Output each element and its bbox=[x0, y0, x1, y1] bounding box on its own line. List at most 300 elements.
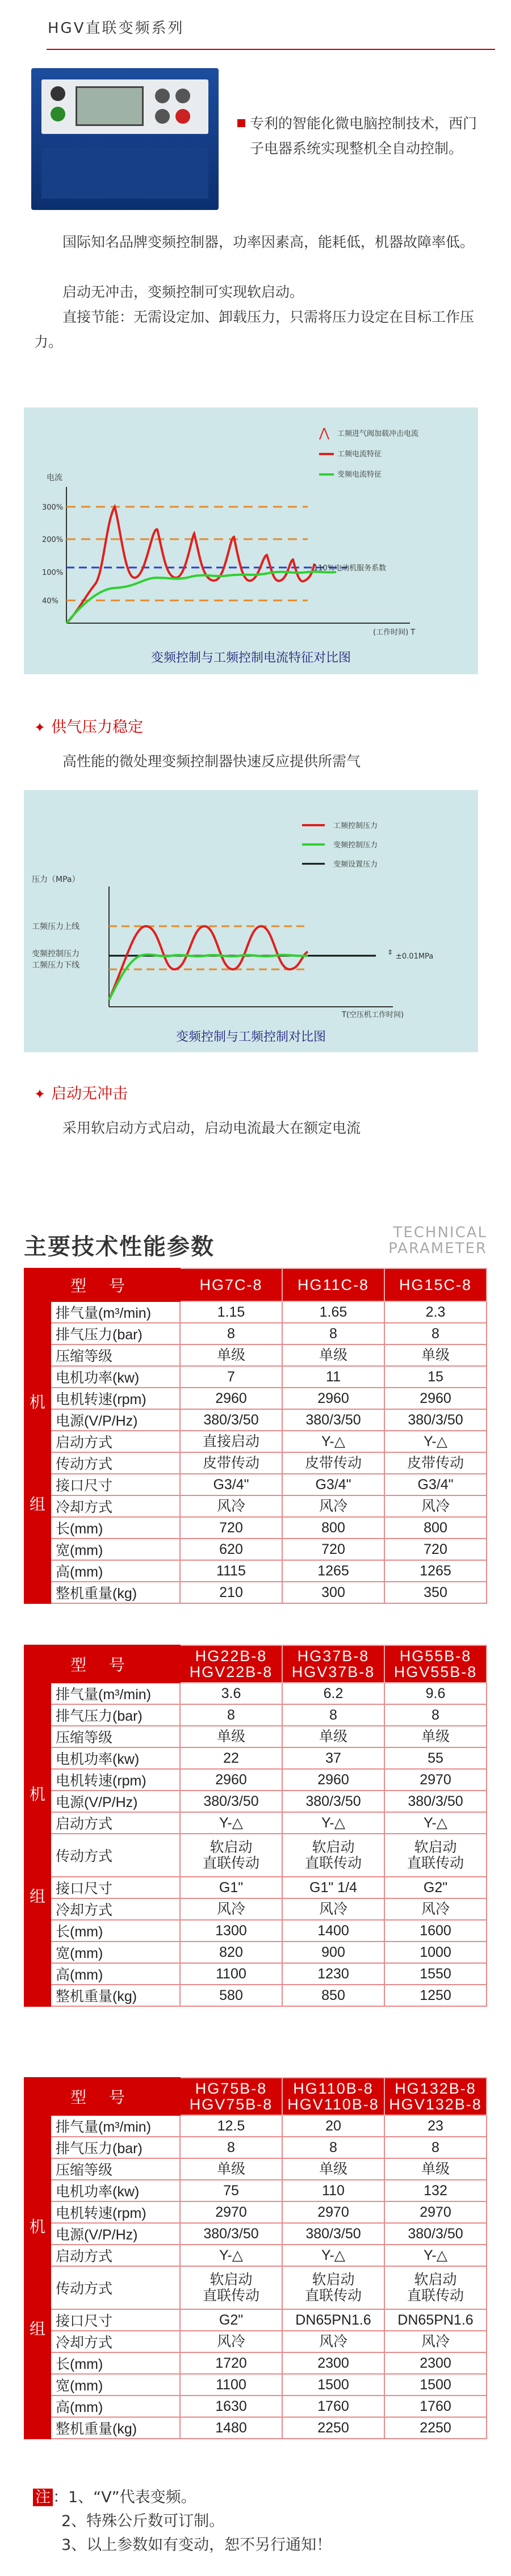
service-factor-label: 110%电动机服务系数 bbox=[313, 564, 387, 573]
cell-value: 22 bbox=[180, 1747, 282, 1769]
cell-value: 1100 bbox=[180, 2374, 282, 2396]
spec-table-body bbox=[24, 1645, 487, 2006]
model-name: HG110B-8 bbox=[293, 2080, 374, 2097]
cell-value: Y-△ bbox=[180, 1812, 282, 1834]
cell-value: Y-△ bbox=[282, 1431, 384, 1452]
cell-value: 2960 bbox=[282, 1769, 384, 1791]
paragraph: 采用软启动方式启动，启动电流最大在额定电流 bbox=[62, 1120, 361, 1136]
cell-value: 风冷 bbox=[282, 1495, 384, 1517]
arrow-up-icon: ⋀ bbox=[319, 426, 330, 440]
model-name: HG75B-8 bbox=[195, 2080, 267, 2097]
row-label: 电机转速(rpm) bbox=[51, 1388, 180, 1409]
cell-value: 2970 bbox=[180, 2201, 282, 2223]
cell-value: 7 bbox=[180, 1366, 282, 1388]
parameters-title-en-line: PARAMETER bbox=[388, 1240, 487, 1257]
cell-value: 风冷 bbox=[180, 1495, 282, 1517]
cell-value: 20 bbox=[282, 2115, 384, 2137]
row-group-label bbox=[24, 2115, 51, 2439]
controller-button-icon bbox=[51, 107, 65, 121]
table-row bbox=[24, 1898, 487, 1920]
cell-value: 580 bbox=[180, 1985, 282, 2006]
model-name: HGV37B-8 bbox=[291, 1663, 375, 1680]
cell-value: 210 bbox=[180, 1582, 282, 1603]
cell-value: 15 bbox=[384, 1366, 487, 1388]
cell-value bbox=[384, 1834, 487, 1877]
row-label: 长(mm) bbox=[51, 1920, 180, 1942]
row-label: 压缩等级 bbox=[51, 1726, 180, 1747]
cell-line: 软启动 bbox=[210, 1839, 253, 1855]
cell-line: 直联传动 bbox=[407, 1855, 464, 1871]
table-row bbox=[24, 1877, 487, 1898]
table-row bbox=[24, 1495, 487, 1517]
inverter-curve bbox=[66, 571, 336, 623]
pressure-label: 工频压力上线 bbox=[32, 922, 79, 931]
table-row bbox=[24, 1517, 487, 1539]
cell-value: 直接启动 bbox=[180, 1431, 282, 1452]
model-name: HG37B-8 bbox=[297, 1648, 370, 1665]
cell-value: 900 bbox=[282, 1942, 384, 1963]
table-row bbox=[24, 1942, 487, 1963]
row-group-char: 机 bbox=[29, 1785, 45, 1803]
section-heading-text: 供气压力稳定 bbox=[51, 718, 144, 736]
cell-value: 1480 bbox=[180, 2417, 282, 2439]
table-row bbox=[24, 1747, 487, 1769]
x-axis-label: T(空压机工作时间) bbox=[342, 1011, 404, 1019]
model-header bbox=[384, 1645, 487, 1683]
row-label: 排气压力(bar) bbox=[51, 2137, 180, 2158]
table-row bbox=[24, 2223, 487, 2245]
cell-value: 8 bbox=[180, 2137, 282, 2158]
cell-value: 1630 bbox=[180, 2396, 282, 2417]
cell-line: 软启动 bbox=[312, 2272, 355, 2288]
pressure-label: 工频压力下线 bbox=[32, 961, 79, 970]
model-header bbox=[282, 1645, 384, 1683]
pressure-label: 变频控制压力 bbox=[32, 949, 79, 959]
note-text: 1、“V”代表变频。 bbox=[68, 2489, 196, 2506]
legend bbox=[319, 426, 418, 479]
cell-value: Y-△ bbox=[384, 1431, 487, 1452]
table-row bbox=[24, 1834, 487, 1877]
cell-value: 2960 bbox=[180, 1769, 282, 1791]
cell-line: 直联传动 bbox=[304, 2288, 362, 2304]
cell-value bbox=[282, 2266, 384, 2309]
cell-value: 单级 bbox=[180, 1344, 282, 1366]
row-label: 传动方式 bbox=[51, 1834, 180, 1877]
row-label: 传动方式 bbox=[51, 1452, 180, 1474]
cell-value: 37 bbox=[282, 1747, 384, 1769]
row-label: 冷却方式 bbox=[51, 2331, 180, 2352]
row-label: 宽(mm) bbox=[51, 1539, 180, 1560]
cell-value: 皮带传动 bbox=[180, 1452, 282, 1474]
y-axis-label: 压力（MPa） bbox=[32, 875, 80, 884]
cell-value: 8 bbox=[282, 2137, 384, 2158]
cell-value: 75 bbox=[180, 2180, 282, 2201]
row-label: 整机重量(kg) bbox=[51, 1985, 180, 2006]
y-tick: 40% bbox=[42, 597, 58, 606]
cell-value: 8 bbox=[282, 1704, 384, 1726]
cell-value: 2970 bbox=[384, 1769, 487, 1791]
table-row bbox=[24, 1474, 487, 1495]
y-tick: 200% bbox=[42, 536, 64, 544]
cell-value: 1600 bbox=[384, 1920, 487, 1942]
paragraph: 启动无冲击，变频控制可实现软启动。 bbox=[62, 284, 304, 300]
row-label: 电源(V/P/Hz) bbox=[51, 1791, 180, 1812]
chart-caption: 变频控制与工频控制对比图 bbox=[175, 1030, 326, 1044]
power-frequency-curve bbox=[66, 507, 315, 623]
section-heading-text: 启动无冲击 bbox=[51, 1085, 128, 1103]
cell-value: 单级 bbox=[180, 2158, 282, 2180]
model-name: HGV55B-8 bbox=[393, 1663, 478, 1680]
cell-value: 12.5 bbox=[180, 2115, 282, 2137]
model-name: HGV110B-8 bbox=[287, 2096, 379, 2113]
table-row bbox=[24, 2115, 487, 2137]
cell-value: 9.6 bbox=[384, 1683, 487, 1704]
cell-value: 8 bbox=[180, 1704, 282, 1726]
notes-label: 注 bbox=[33, 2489, 53, 2506]
cell-value: 风冷 bbox=[384, 1898, 487, 1920]
cell-value: 800 bbox=[384, 1517, 487, 1539]
cell-value: 620 bbox=[180, 1539, 282, 1560]
bullet-square-icon bbox=[237, 119, 245, 127]
current-chart bbox=[24, 407, 478, 674]
cell-value: Y-△ bbox=[180, 2245, 282, 2266]
row-group-char: 组 bbox=[29, 2320, 45, 2338]
legend-item: 工频电流特征 bbox=[337, 450, 382, 459]
notes bbox=[33, 2486, 487, 2557]
cell-value: 132 bbox=[384, 2180, 487, 2201]
cell-value: 380/3/50 bbox=[282, 1409, 384, 1431]
cell-value: G3/4" bbox=[180, 1474, 282, 1495]
row-group-char: 机 bbox=[29, 2218, 45, 2235]
model-name: HG22B-8 bbox=[195, 1648, 267, 1665]
row-label: 排气量(m³/min) bbox=[51, 1683, 180, 1704]
cell-value bbox=[384, 2266, 487, 2309]
pressure-chart-svg bbox=[24, 790, 478, 1052]
cell-value: DN65PN1.6 bbox=[384, 2309, 487, 2331]
cell-value: 23 bbox=[384, 2115, 487, 2137]
row-label: 电机功率(kw) bbox=[51, 1366, 180, 1388]
cell-value: 6.2 bbox=[282, 1683, 384, 1704]
cell-value: 2960 bbox=[282, 1388, 384, 1409]
paragraph: 直接节能：无需设定加、卸载压力，只需将压力设定在目标工作压力。 bbox=[34, 309, 475, 350]
cell-value: 风冷 bbox=[384, 1495, 487, 1517]
cell-line: 软启动 bbox=[210, 2272, 253, 2288]
table-row bbox=[24, 1920, 487, 1942]
legend-item: 工频控制压力 bbox=[333, 822, 378, 830]
row-label: 接口尺寸 bbox=[51, 2309, 180, 2331]
row-group-label bbox=[24, 1301, 51, 1603]
table-row bbox=[24, 2137, 487, 2158]
row-label: 传动方式 bbox=[51, 2266, 180, 2309]
table-row bbox=[24, 1683, 487, 1704]
spec-table-body bbox=[24, 1268, 487, 1603]
cell-line: 直联传动 bbox=[407, 2288, 464, 2304]
table-row bbox=[24, 2374, 487, 2396]
model-name: HG132B-8 bbox=[395, 2080, 476, 2097]
cell-value: 380/3/50 bbox=[180, 1409, 282, 1431]
row-label: 宽(mm) bbox=[51, 2374, 180, 2396]
model-name: HGV75B-8 bbox=[189, 2096, 273, 2113]
x-axis-label: (工作时间) T bbox=[373, 628, 416, 637]
spec-table-body bbox=[24, 2078, 487, 2439]
cell-value: 1720 bbox=[180, 2352, 282, 2374]
table-row bbox=[24, 2180, 487, 2201]
controller-button-icon bbox=[155, 109, 170, 124]
model-header bbox=[282, 2078, 384, 2115]
row-label: 排气量(m³/min) bbox=[51, 2115, 180, 2137]
table-row bbox=[24, 1323, 487, 1344]
y-axis-label: 电流 bbox=[47, 473, 62, 482]
note-item: 3、以上参数如有变动，恕不另行通知！ bbox=[61, 2536, 332, 2554]
cell-line: 软启动 bbox=[312, 1839, 355, 1855]
cell-value: 单级 bbox=[384, 1726, 487, 1747]
legend-item: 变频设置压力 bbox=[333, 860, 378, 869]
cell-value: 8 bbox=[282, 1323, 384, 1344]
row-label: 电源(V/P/Hz) bbox=[51, 1409, 180, 1431]
table-row bbox=[24, 2309, 487, 2331]
model-header-label: 型 号 bbox=[24, 1268, 180, 1301]
cell-value: 1250 bbox=[384, 1985, 487, 2006]
cell-value: 380/3/50 bbox=[384, 1791, 487, 1812]
cell-value: 8 bbox=[180, 1323, 282, 1344]
row-label: 电源(V/P/Hz) bbox=[51, 2223, 180, 2245]
cell-value: 1100 bbox=[180, 1963, 282, 1985]
cell-value: G3/4" bbox=[282, 1474, 384, 1495]
cell-value: 8 bbox=[384, 1704, 487, 1726]
cell-value: 2250 bbox=[384, 2417, 487, 2439]
table-row bbox=[24, 1791, 487, 1812]
table-row bbox=[24, 1769, 487, 1791]
cell-value: 风冷 bbox=[282, 1898, 384, 1920]
header bbox=[23, 17, 488, 40]
model-header bbox=[180, 1645, 282, 1683]
cell-value: 单级 bbox=[384, 2158, 487, 2180]
cell-value: 1230 bbox=[282, 1963, 384, 1985]
model-header: HG7C-8 bbox=[180, 1268, 282, 1301]
row-label: 启动方式 bbox=[51, 1431, 180, 1452]
cell-value: 1300 bbox=[180, 1920, 282, 1942]
cell-value: Y-△ bbox=[282, 1812, 384, 1834]
table-row bbox=[24, 1344, 487, 1366]
table-row bbox=[24, 1582, 487, 1603]
cell-value: G2" bbox=[384, 1877, 487, 1898]
cell-value: 300 bbox=[282, 1582, 384, 1603]
cell-value: 8 bbox=[384, 2137, 487, 2158]
cell-value: 1115 bbox=[180, 1560, 282, 1582]
row-label: 长(mm) bbox=[51, 2352, 180, 2374]
row-label: 电机转速(rpm) bbox=[51, 2201, 180, 2223]
header-divider bbox=[47, 49, 495, 50]
legend-item: 变频电流特征 bbox=[337, 470, 382, 479]
cell-value: 皮带传动 bbox=[282, 1452, 384, 1474]
table-header-row bbox=[24, 1268, 487, 1301]
row-label: 整机重量(kg) bbox=[51, 2417, 180, 2439]
table-row bbox=[24, 2352, 487, 2374]
controller-panel bbox=[41, 148, 208, 199]
note-item: 2、特殊公斤数可订制。 bbox=[61, 2512, 225, 2530]
cell-value bbox=[282, 1834, 384, 1877]
cell-value: 1.65 bbox=[282, 1301, 384, 1323]
table-row bbox=[24, 2266, 487, 2309]
row-label: 整机重量(kg) bbox=[51, 1582, 180, 1603]
table-row bbox=[24, 2417, 487, 2439]
row-label: 长(mm) bbox=[51, 1517, 180, 1539]
row-label: 排气量(m³/min) bbox=[51, 1301, 180, 1323]
row-label: 接口尺寸 bbox=[51, 1877, 180, 1898]
pressure-chart bbox=[24, 790, 478, 1052]
row-group-char: 机 bbox=[29, 1393, 45, 1411]
cell-value: 1760 bbox=[384, 2396, 487, 2417]
table-row bbox=[24, 1539, 487, 1560]
row-label: 排气压力(bar) bbox=[51, 1323, 180, 1344]
cell-value: 380/3/50 bbox=[282, 2223, 384, 2245]
cell-value: 380/3/50 bbox=[180, 1791, 282, 1812]
cell-value: 1.15 bbox=[180, 1301, 282, 1323]
model-header: HG15C-8 bbox=[384, 1268, 487, 1301]
cell-value: 1000 bbox=[384, 1942, 487, 1963]
row-label: 启动方式 bbox=[51, 1812, 180, 1834]
cell-value: 350 bbox=[384, 1582, 487, 1603]
up-down-arrow-icon: ⇕ bbox=[387, 948, 393, 956]
parameters-title-en-line: TECHNICAL bbox=[393, 1224, 487, 1241]
table-row bbox=[24, 1560, 487, 1582]
model-header-label: 型 号 bbox=[24, 2078, 180, 2115]
cell-value: 风冷 bbox=[180, 1898, 282, 1920]
model-header: HG11C-8 bbox=[282, 1268, 384, 1301]
paragraph: 高性能的微处理变频控制器快速反应提供所需气 bbox=[62, 753, 361, 770]
cell-value: 单级 bbox=[282, 1344, 384, 1366]
controller-screen bbox=[76, 86, 144, 126]
cell-value: DN65PN1.6 bbox=[282, 2309, 384, 2331]
row-label: 电机功率(kw) bbox=[51, 1747, 180, 1769]
cell-value: 3.6 bbox=[180, 1683, 282, 1704]
cell-line: 直联传动 bbox=[304, 1855, 362, 1871]
cell-value: 380/3/50 bbox=[384, 1409, 487, 1431]
power-frequency-curve bbox=[109, 926, 308, 1000]
row-label: 电机转速(rpm) bbox=[51, 1769, 180, 1791]
table-row bbox=[24, 1388, 487, 1409]
legend-item: 变频控制压力 bbox=[333, 841, 378, 850]
current-chart-svg bbox=[24, 407, 478, 674]
cell-value: 单级 bbox=[282, 2158, 384, 2180]
cell-value: 风冷 bbox=[180, 2331, 282, 2352]
cell-value: 8 bbox=[384, 1323, 487, 1344]
cell-value: 1500 bbox=[384, 2374, 487, 2396]
table-row bbox=[24, 1301, 487, 1323]
cell-value: G1" bbox=[180, 1877, 282, 1898]
table-row bbox=[24, 1431, 487, 1452]
cell-value bbox=[180, 1834, 282, 1877]
spec-table-1 bbox=[24, 1268, 487, 1604]
table-row bbox=[24, 1726, 487, 1747]
cell-value bbox=[180, 2266, 282, 2309]
legend bbox=[302, 821, 378, 869]
cell-value: 皮带传动 bbox=[384, 1452, 487, 1474]
cell-value: G2" bbox=[180, 2309, 282, 2331]
cell-value: 800 bbox=[282, 1517, 384, 1539]
controller-button-icon bbox=[51, 86, 65, 101]
cell-line: 直联传动 bbox=[202, 2288, 259, 2304]
cell-value: 380/3/50 bbox=[282, 1791, 384, 1812]
controller-button-icon bbox=[175, 89, 190, 103]
cell-value: G3/4" bbox=[384, 1474, 487, 1495]
cell-value: 单级 bbox=[282, 1726, 384, 1747]
row-label: 高(mm) bbox=[51, 1963, 180, 1985]
cell-value: 720 bbox=[180, 1517, 282, 1539]
cell-value: 380/3/50 bbox=[384, 2223, 487, 2245]
table-row bbox=[24, 1452, 487, 1474]
cell-value: 1500 bbox=[282, 2374, 384, 2396]
cell-value: 2.3 bbox=[384, 1301, 487, 1323]
cell-value: 1265 bbox=[384, 1560, 487, 1582]
note-item: 注 ：1、“V”代表变频。 bbox=[33, 2486, 487, 2510]
cell-value: 850 bbox=[282, 1985, 384, 2006]
row-label: 冷却方式 bbox=[51, 1898, 180, 1920]
row-group-char: 组 bbox=[29, 1888, 45, 1905]
model-header-label: 型 号 bbox=[24, 1645, 180, 1683]
model-name: HG55B-8 bbox=[399, 1648, 472, 1665]
table-row bbox=[24, 1963, 487, 1985]
cell-value: 单级 bbox=[180, 1726, 282, 1747]
row-label: 宽(mm) bbox=[51, 1942, 180, 1963]
table-header-row bbox=[24, 2078, 487, 2115]
model-name: HGV22B-8 bbox=[189, 1663, 273, 1680]
paragraph: 国际知名品牌变频控制器，功率因素高，能耗低，机器故障率低。 bbox=[62, 234, 475, 250]
table-row bbox=[24, 1409, 487, 1431]
inverter-curve bbox=[109, 955, 308, 1000]
table-row bbox=[24, 1985, 487, 2006]
model-header bbox=[180, 2078, 282, 2115]
star-icon: ✦ bbox=[34, 720, 46, 736]
section-heading bbox=[34, 716, 143, 739]
cell-line: 软启动 bbox=[414, 1839, 457, 1855]
cell-value: G1" 1/4 bbox=[282, 1877, 384, 1898]
cell-value: 11 bbox=[282, 1366, 384, 1388]
cell-value: 2970 bbox=[282, 2201, 384, 2223]
cell-value: 2250 bbox=[282, 2417, 384, 2439]
cell-value: Y-△ bbox=[282, 2245, 384, 2266]
cell-value: 2300 bbox=[384, 2352, 487, 2374]
table-row bbox=[24, 2158, 487, 2180]
legend-item: 工频进气阀加载冲击电流 bbox=[337, 430, 419, 438]
table-row bbox=[24, 2396, 487, 2417]
cell-line: 软启动 bbox=[414, 2272, 457, 2288]
row-label: 排气压力(bar) bbox=[51, 1704, 180, 1726]
table-header-row bbox=[24, 1645, 487, 1683]
cell-value: 380/3/50 bbox=[180, 2223, 282, 2245]
row-label: 接口尺寸 bbox=[51, 1474, 180, 1495]
row-label: 压缩等级 bbox=[51, 1344, 180, 1366]
row-group-char: 组 bbox=[29, 1495, 45, 1513]
cell-value: 1550 bbox=[384, 1963, 487, 1985]
star-icon: ✦ bbox=[34, 1086, 46, 1102]
cell-value: 1760 bbox=[282, 2396, 384, 2417]
row-label: 电机功率(kw) bbox=[51, 2180, 180, 2201]
cell-value: 820 bbox=[180, 1942, 282, 1963]
row-label: 高(mm) bbox=[51, 1560, 180, 1582]
table-row bbox=[24, 2245, 487, 2266]
controller-button-icon bbox=[175, 109, 190, 124]
y-tick: 100% bbox=[42, 569, 64, 577]
cell-value: 720 bbox=[282, 1539, 384, 1560]
row-group-label bbox=[24, 1683, 51, 2006]
page-title: HGV直联变频系列 bbox=[48, 20, 185, 37]
controller-button-icon bbox=[155, 89, 170, 103]
controller-photo bbox=[31, 68, 219, 210]
cell-value: 1400 bbox=[282, 1920, 384, 1942]
cell-value: 55 bbox=[384, 1747, 487, 1769]
table-row bbox=[24, 2331, 487, 2352]
